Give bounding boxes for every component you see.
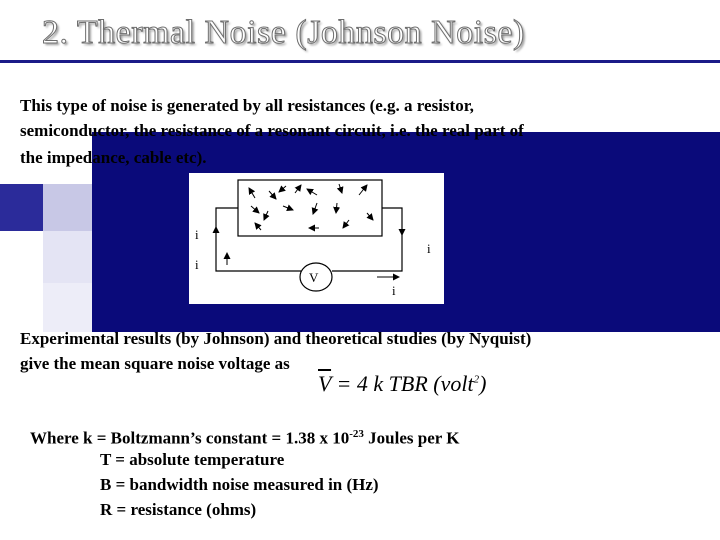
right-wire xyxy=(332,208,402,271)
current-label: i xyxy=(195,257,199,272)
results-line-1: Experimental results (by Johnson) and theoretical studies (by Nyquist) xyxy=(20,329,532,348)
intro-line-2: semiconductor, the resistance of a resonant circuit, i.e. the real part of xyxy=(20,121,524,140)
decor-square xyxy=(43,184,92,231)
definition-t: T = absolute temperature xyxy=(100,450,285,469)
equation-lhs: $\overline{V}$ xyxy=(318,371,332,396)
definition-k-exponent: -23 xyxy=(349,428,364,440)
decor-square xyxy=(43,283,92,332)
definition-b: B = bandwidth noise measured in (Hz) xyxy=(100,475,379,494)
electron-arrows xyxy=(249,184,373,230)
definition-k xyxy=(30,422,459,447)
decor-square xyxy=(43,231,92,283)
equation-exponent: 2 xyxy=(473,373,480,386)
voltmeter-label: V xyxy=(309,270,319,285)
equation-rhs: = 4 k TBR (volt xyxy=(336,371,474,396)
current-label: i xyxy=(195,227,199,242)
circuit-svg xyxy=(189,173,444,304)
equation-close: ) xyxy=(479,371,487,396)
intro-line-1: This type of noise is generated by all resistances (e.g. a resistor, xyxy=(20,96,474,115)
definition-k-unit: Joules per K xyxy=(363,428,460,448)
definition-r: R = resistance (ohms) xyxy=(100,500,257,519)
definitions-list xyxy=(30,422,459,522)
intro-line-3: the impedance, cable etc). xyxy=(20,148,207,167)
circuit-diagram xyxy=(189,173,444,304)
current-label: i xyxy=(392,283,396,298)
slide-title: 2. Thermal Noise (Johnson Noise) xyxy=(42,14,525,51)
results-line-2: give the mean square noise voltage as xyxy=(20,354,290,373)
noise-equation xyxy=(318,371,486,397)
definition-k-text: Where k = Boltzmann’s constant = 1.38 x 10 xyxy=(30,428,350,448)
left-wire xyxy=(216,208,301,271)
current-label: i xyxy=(427,241,431,256)
decor-square xyxy=(0,184,43,231)
title-divider xyxy=(0,60,720,63)
